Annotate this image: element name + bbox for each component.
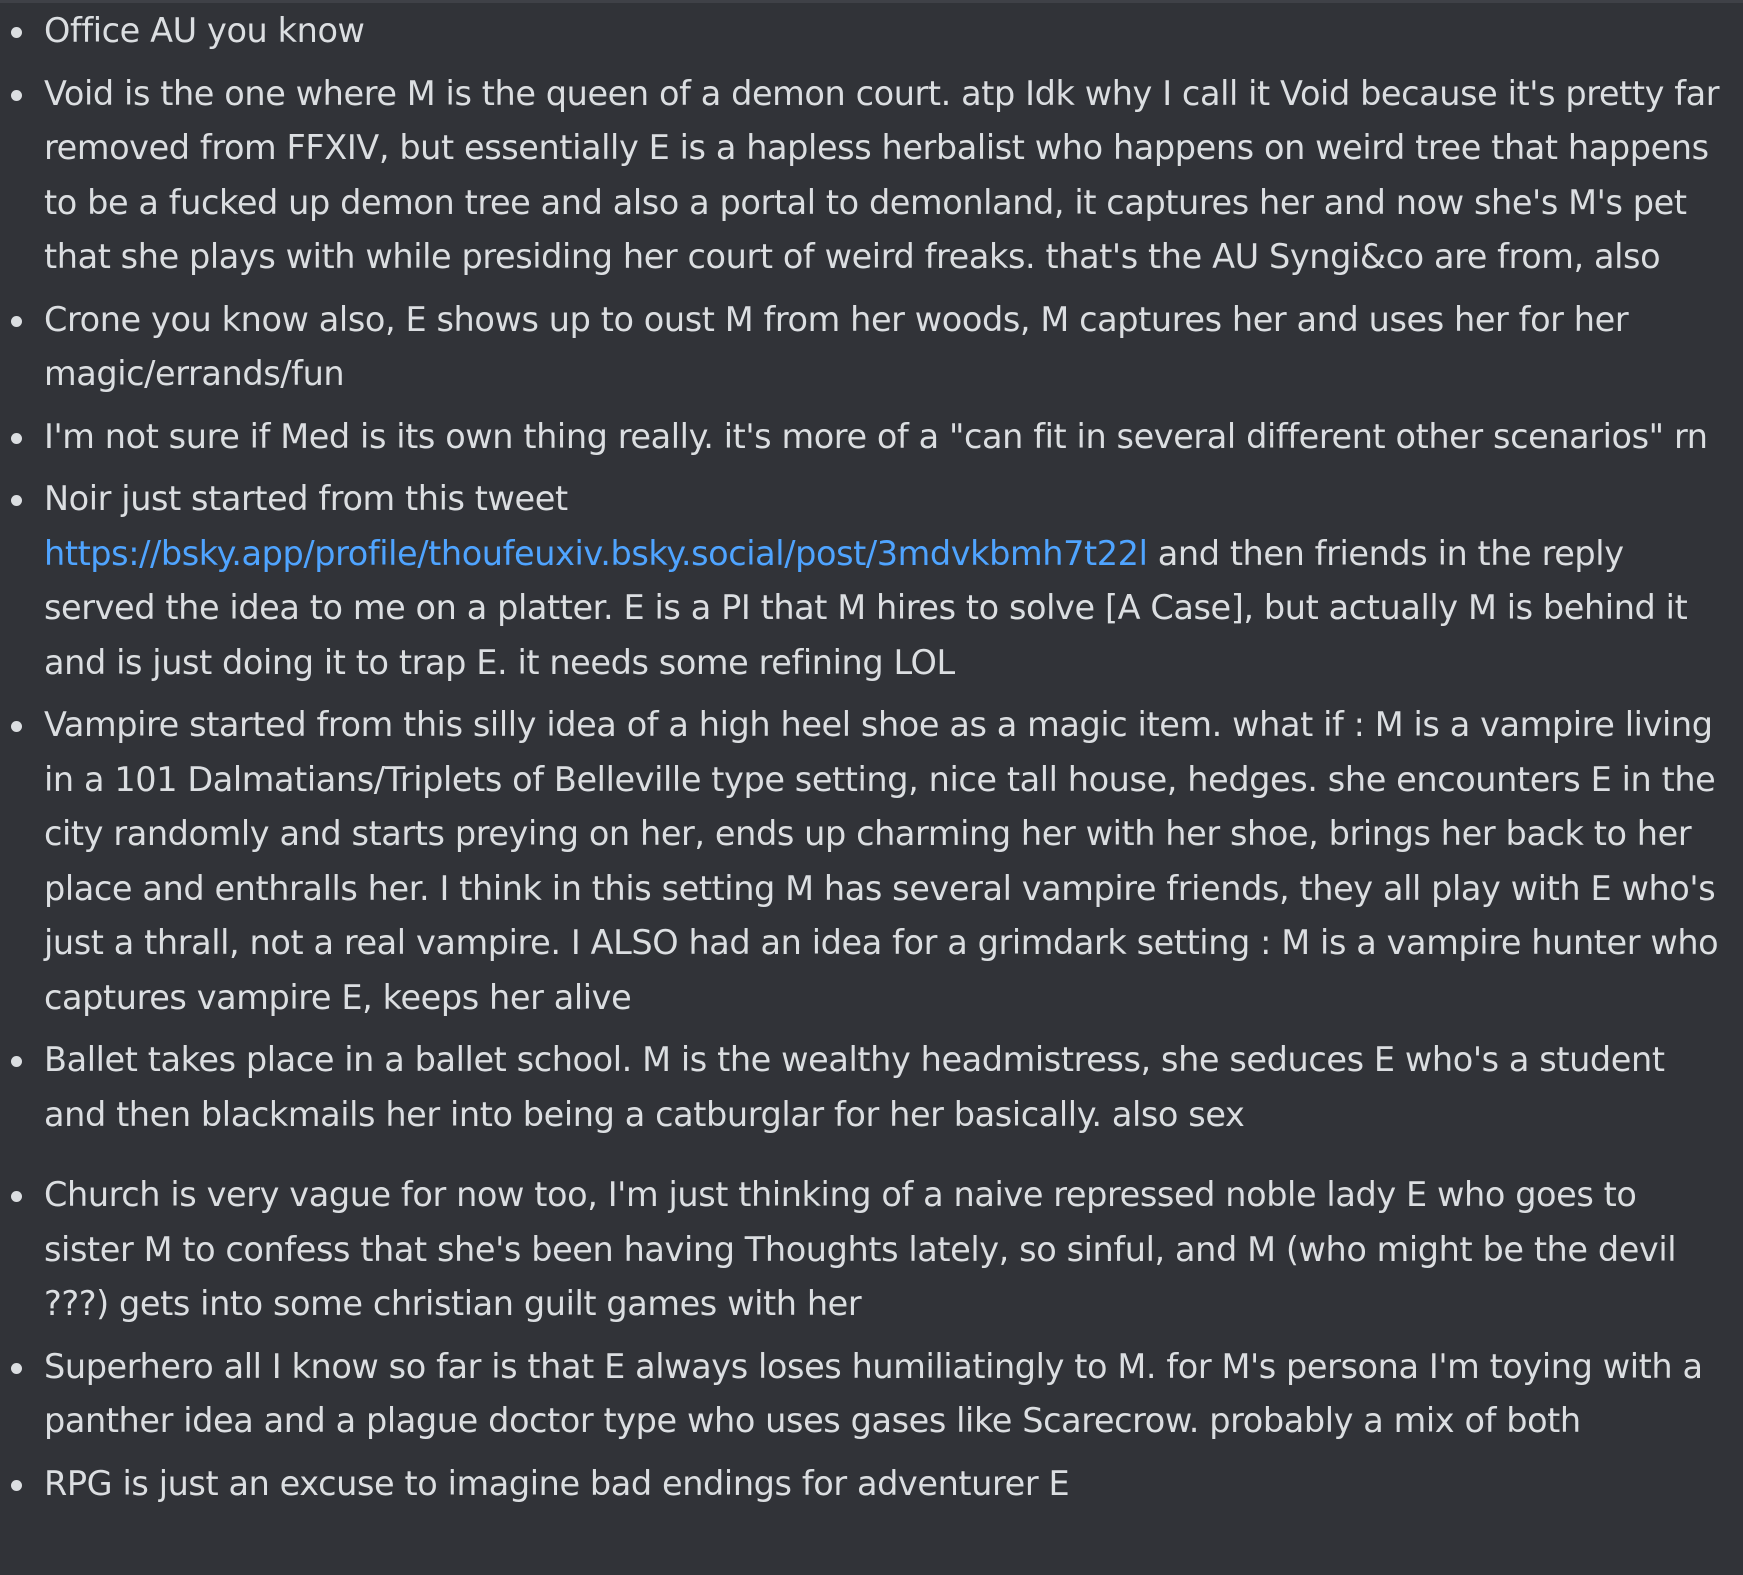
list-item [0, 1033, 1743, 1142]
list-item-text: Church is very vague for now too, I'm just thinking of a naive repressed noble lady E who goes to sister M to confess that she's been having Thoughts lately, so sinful, and M (who might be the devil ???) gets into some christian guilt games with her [44, 1175, 1677, 1323]
top-divider [0, 0, 1743, 3]
tweet-link[interactable]: https://bsky.app/profile/thoufeuxiv.bsky.social/post/3mdvkbmh7t22l [44, 533, 1148, 573]
list-item [0, 293, 1743, 402]
list-item [0, 698, 1743, 1025]
list-item-text: and then friends in the reply served the idea to me on a platter. E is a PI that M hires to solve [A Case], but actually M is behind it and is just doing it to trap E. it needs some refining LOL [44, 533, 1688, 682]
list-item [0, 1340, 1743, 1449]
list-item-text: I'm not sure if Med is its own thing really. it's more of a "can fit in several different other scenarios" rn [44, 416, 1708, 456]
list-item-text: RPG is just an excuse to imagine bad endings for adventurer E [44, 1463, 1070, 1503]
bullet-icon [11, 90, 22, 101]
bullet-icon [11, 1191, 22, 1202]
bullet-icon [11, 721, 22, 732]
list-item [0, 1457, 1743, 1512]
list-item-text: Vampire started from this silly idea of a high heel shoe as a magic item. what if : M is a vampire living in a 101 Dalmatians/Triplets of Belleville type setting, nice tall house, hedges. she encounters E in the city randomly and starts preying on her, ends up charming her with her shoe, brings her back to her place and enthralls her. I think in this setting M has several vampire friends, they all play with E who's just a thrall, not a real vampire. I ALSO had an idea for a grimdark setting : M is a vampire hunter who captures vampire E, keeps her alive [44, 705, 1719, 1017]
list-item [0, 472, 1743, 690]
list-item-text: Superhero all I know so far is that E always loses humiliatingly to M. for M's persona I'm toying with a panther idea and a plague doctor type who uses gases like Scarecrow. probably a mix of both [44, 1346, 1703, 1440]
list-item-text: Ballet takes place in a ballet school. M is the wealthy headmistress, she seduces E who's a student and then blackmails her into being a catburglar for her basically. also sex [44, 1040, 1665, 1134]
bullet-icon [11, 433, 22, 444]
list-item-text: Office AU you know [44, 11, 365, 50]
list-item [0, 4, 1743, 59]
bullet-icon [11, 1056, 22, 1067]
list-item-text: Noir just started from this tweet [44, 479, 568, 518]
list-item [0, 67, 1743, 285]
list-item [0, 1168, 1743, 1332]
bullet-icon [11, 27, 22, 38]
message-bullet-list [0, 4, 1743, 1519]
bullet-icon [11, 316, 22, 327]
list-item-text: Void is the one where M is the queen of a demon court. atp Idk why I call it Void because it's pretty far removed from FFXIV, but essentially E is a hapless herbalist who happens on weird tree that happens to be a fucked up demon tree and also a portal to demonland, it captures her and now she's M's pet that she plays with while presiding her court of weird freaks. that's the AU Syngi&co are from, also [44, 73, 1720, 276]
list-item [0, 410, 1743, 465]
list-item-text: Crone you know also, E shows up to oust M from her woods, M captures her and uses her for her magic/errands/fun [44, 299, 1629, 393]
bullet-icon [11, 1480, 22, 1491]
bullet-icon [11, 1363, 22, 1374]
bullet-icon [11, 495, 22, 506]
